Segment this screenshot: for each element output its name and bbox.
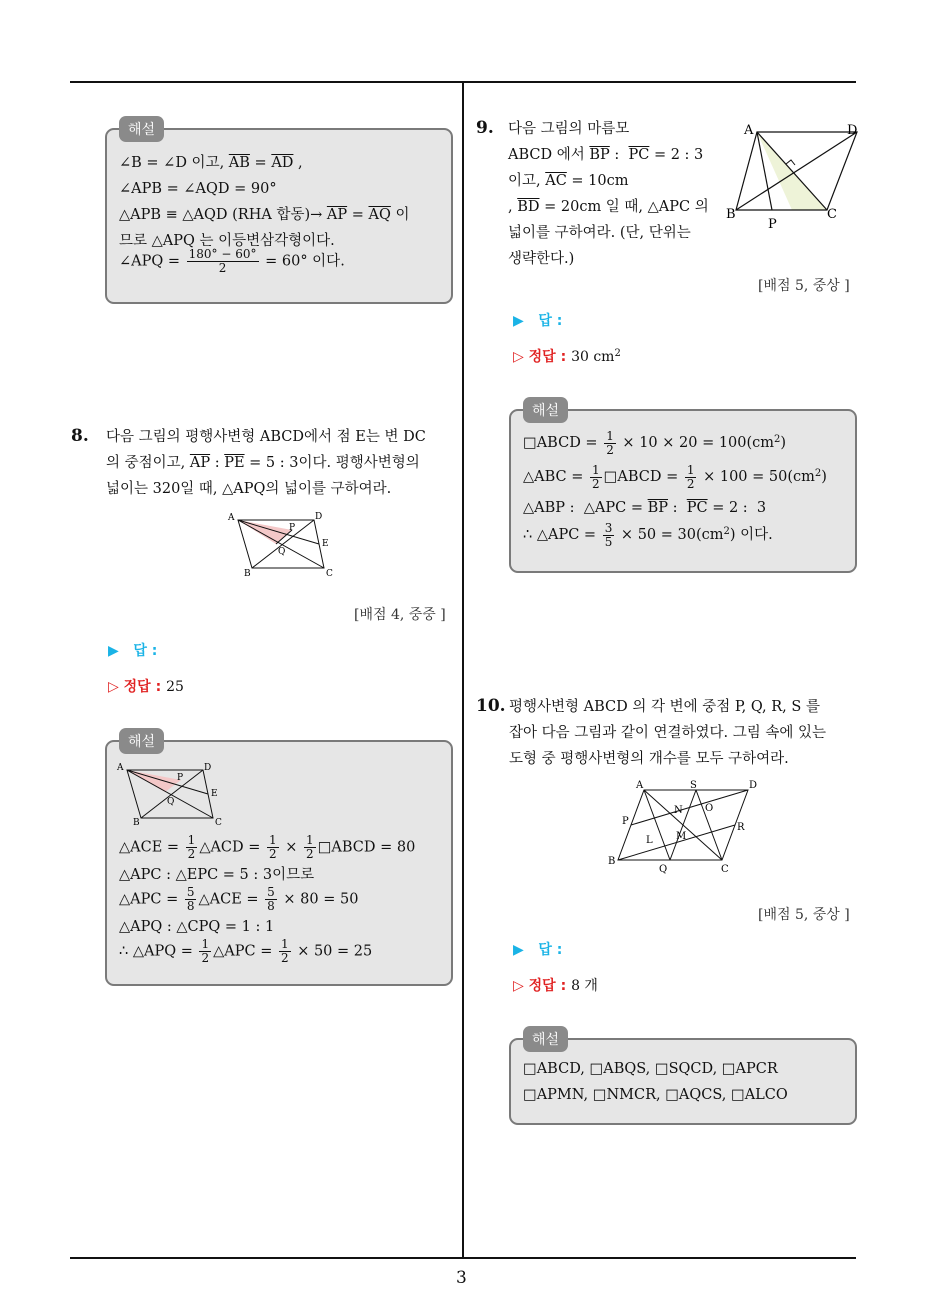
svg-text:P: P — [289, 523, 296, 533]
svg-text:N: N — [674, 805, 683, 816]
q8-answer-row — [108, 640, 157, 660]
svg-text:D: D — [204, 763, 212, 773]
answer-label: 답 : — [538, 942, 563, 958]
svg-text:B: B — [133, 818, 140, 826]
q8-solution-box — [105, 734, 453, 986]
svg-text:D: D — [847, 123, 858, 138]
svg-text:P: P — [622, 816, 629, 827]
column-divider — [462, 82, 464, 1258]
q8-text-line-1: 다음 그림의 평행사변형 ABCD에서 점 E는 변 DC — [106, 429, 426, 445]
svg-text:B: B — [244, 569, 251, 578]
svg-text:C: C — [827, 207, 837, 222]
svg-text:O: O — [705, 803, 714, 814]
q10-correct-row — [513, 975, 598, 995]
q7-sol-line-3: △APB ≡ △AQD (RHA 합동)→ $\overline{AP} = \overline{AQ}$ 이 — [119, 207, 410, 223]
correct-arrow-icon: ▷ — [513, 978, 524, 994]
q9-text-line-2: ABCD 에서 $\overline{BP}$ : $\overline{PC} = 2$ : 3 — [508, 147, 704, 163]
q9-sol-line-4: ∴ △APC = $\frac{3}{5}$ × $50 = 30(cm^2)$ 이다. — [523, 520, 773, 549]
q9-text-line-5: 넓이를 구하여라. (단, 단위는 — [508, 225, 691, 241]
q10-sol-line-2: □APMN, □NMCR, □AQCS, □ALCO — [523, 1087, 788, 1103]
svg-text:E: E — [322, 539, 329, 549]
q10-answer-row — [513, 939, 562, 959]
q10-correct-answer: 8 개 — [571, 978, 598, 994]
q10-text — [509, 694, 859, 772]
svg-text:D: D — [315, 512, 323, 522]
q10-text-line-2: 잡아 다음 그림과 같이 연결하였다. 그림 속에 있는 — [509, 725, 827, 741]
solution-tab: 해설 — [523, 1026, 568, 1052]
svg-text:A: A — [228, 513, 235, 523]
q9-score: [배점 5, 중상 ] — [758, 278, 850, 294]
q9-solution-box — [509, 403, 857, 573]
q9-text-line-4: , $\overline{BD} = 20cm$ 일 때, △APC 의 — [508, 199, 709, 215]
answer-label: 답 : — [538, 313, 563, 329]
svg-text:P: P — [768, 217, 777, 232]
correct-label: 정답 : — [123, 679, 162, 695]
q8-sol-line-1: △ACE = $\frac{1}{2}$ △ACD = $\frac{1}{2}$ × $\frac{1}{2}$ □ABCD = 80 — [119, 833, 416, 861]
q8-sol-line-3: △APC = $\frac{5}{8}$ △ACE = $\frac{5}{8}$ × 80 = 50 — [119, 885, 359, 913]
q8-sol-line-4: △APQ : △CPQ = 1 : 1 — [119, 919, 275, 935]
svg-text:D: D — [749, 780, 758, 791]
q10-sol-line-1: □ABCD, □ABQS, □SQCD, □APCR — [523, 1061, 778, 1077]
q9-text-line-6: 생략한다.) — [508, 251, 575, 267]
answer-label: 답 : — [133, 643, 158, 659]
q8-text-line-2: 의 중점이고, $\overline{AP}$ : $\overline{PE} = 5$ : 3이다. 평행사변형의 — [106, 455, 420, 471]
q7-sol-line-5: ∠APQ = $\frac{180^\circ - 60^\circ}{2}$ = 60° 이다. — [119, 247, 345, 275]
q7-solution-box — [105, 122, 453, 304]
correct-label: 정답 : — [528, 978, 567, 994]
svg-text:E: E — [211, 789, 218, 799]
q9-number: 9. — [476, 118, 494, 138]
svg-text:A: A — [117, 763, 124, 773]
correct-arrow-icon: ▷ — [513, 349, 524, 365]
q9-sol-line-2: △ABC = $\frac{1}{2}$ □ABCD = $\frac{1}{2}$ × $100 = 50(cm^2)$ — [523, 462, 827, 491]
q8-score: [배점 4, 중중 ] — [354, 607, 446, 623]
q8-text — [106, 424, 456, 502]
q9-correct-row — [513, 346, 621, 366]
q8-solution-figure — [115, 762, 227, 826]
svg-text:Q: Q — [278, 547, 286, 557]
svg-text:Q: Q — [167, 797, 175, 807]
svg-text:A: A — [744, 123, 754, 138]
q8-correct-row — [108, 676, 184, 696]
q9-text-line-1: 다음 그림의 마름모 — [508, 121, 630, 137]
q7-sol-line-1: ∠B = ∠D 이고, $\overline{AB} = \overline{AD}$ , — [119, 155, 303, 171]
solution-tab: 해설 — [523, 397, 568, 423]
q8-number: 8. — [71, 426, 89, 446]
svg-text:P: P — [177, 773, 184, 783]
svg-text:Q: Q — [659, 864, 668, 875]
svg-text:R: R — [737, 822, 745, 833]
solution-tab: 해설 — [119, 728, 164, 754]
correct-arrow-icon: ▷ — [108, 679, 119, 695]
svg-text:C: C — [326, 569, 333, 578]
q9-text — [508, 116, 722, 272]
answer-arrow-icon: ▶ — [108, 643, 119, 659]
correct-label: 정답 : — [528, 349, 567, 365]
svg-text:B: B — [608, 856, 616, 867]
q9-sol-line-1: □ABCD = $\frac{1}{2}$ × $10 \times 20 = 100(cm^2)$ — [523, 428, 787, 457]
q9-rhombus-figure — [724, 120, 862, 232]
q9-text-line-3: 이고, $\overline{AC} = 10cm$ — [508, 173, 629, 189]
svg-text:L: L — [646, 835, 653, 846]
bottom-rule — [70, 1257, 856, 1259]
q10-text-line-3: 도형 중 평행사변형의 개수를 모두 구하여라. — [509, 751, 789, 767]
answer-arrow-icon: ▶ — [513, 313, 524, 329]
svg-text:M: M — [676, 831, 687, 842]
q8-sol-line-2: △APC : △EPC = 5 : 3이므로 — [119, 867, 315, 883]
q10-number: 10. — [476, 696, 506, 716]
svg-text:S: S — [690, 780, 697, 791]
q8-correct-answer: 25 — [166, 679, 184, 695]
q10-parallelogram-figure — [606, 776, 766, 876]
q10-text-line-1: 평행사변형 ABCD 의 각 변에 중점 P, Q, R, S 를 — [509, 699, 820, 715]
svg-text:C: C — [721, 864, 729, 875]
q9-answer-row — [513, 310, 562, 330]
svg-text:A: A — [636, 780, 644, 791]
q9-sol-line-3: △ABP : △APC = $\overline{BP}$ : $\overline{PC} = 2$ : 3 — [523, 500, 767, 516]
svg-text:C: C — [215, 818, 222, 826]
q7-sol-line-2: ∠APB = ∠AQD = 90° — [119, 181, 277, 197]
q7-sol-line-4: 므로 △APQ 는 이등변삼각형이다. — [119, 233, 335, 249]
q10-score: [배점 5, 중상 ] — [758, 907, 850, 923]
svg-text:B: B — [726, 207, 736, 222]
q10-solution-box — [509, 1032, 857, 1125]
solution-tab: 해설 — [119, 116, 164, 142]
q8-text-line-3: 넓이는 320일 때, △APQ의 넓이를 구하여라. — [106, 481, 392, 497]
page-number: 3 — [456, 1268, 467, 1288]
q8-sol-line-5: ∴ △APQ = $\frac{1}{2}$ △APC = $\frac{1}{2}$ × 50 = 25 — [119, 937, 373, 965]
answer-arrow-icon: ▶ — [513, 942, 524, 958]
q9-correct-answer: 30 $cm^2$ — [571, 348, 621, 365]
q8-parallelogram-figure — [226, 510, 338, 578]
